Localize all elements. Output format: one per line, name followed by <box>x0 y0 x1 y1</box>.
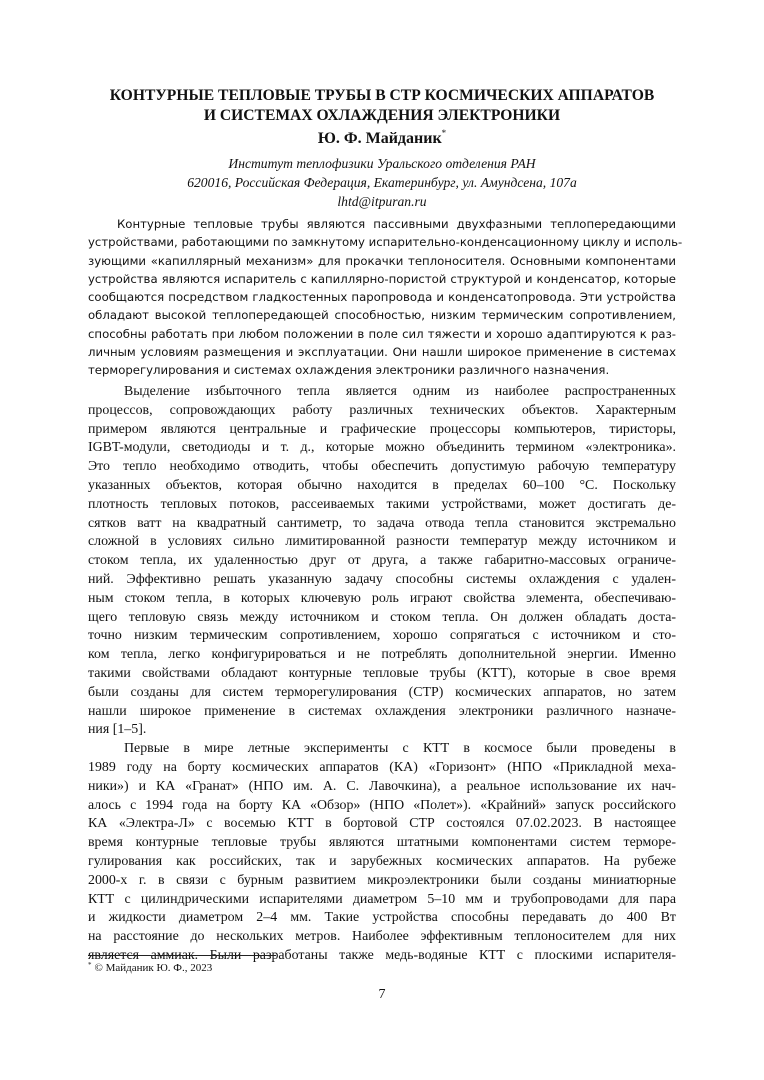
body-line: и жидкости диаметром 2–4 мм. Такие устройства способны передавать до 400 Вт <box>88 910 676 926</box>
footnote <box>88 961 212 975</box>
body-line: ния [1–5]. <box>88 722 147 738</box>
body-line: точно низким термическим сопротивлением, хорошо сопрягаться с источником и сто- <box>88 628 676 644</box>
body-line: является аммиак. Были разработаны также медь-водяные КТТ с плоскими испарителя- <box>88 947 676 963</box>
abstract-line: способны работать при любом положении в поле сил тяжести и хорошо адаптируются к раз- <box>88 326 676 341</box>
body-line: щего тепловую связь между источником и стоком тепла. Он должен обладать доста- <box>88 609 676 625</box>
body-line: ники») и КА «Гранат» (НПО им. А. С. Лавочкина), а реальное использование их нач- <box>88 778 676 794</box>
body-line: Выделение избыточного тепла является одним из наиболее распространенных <box>124 384 676 399</box>
body-line: ний. Эффективно решать указанную задачу способны системы охлаждения с удален- <box>88 571 676 587</box>
body-line: Первые в мире летные эксперименты с КТТ в космосе были проведены в <box>124 741 676 757</box>
body-line: КТТ с цилиндрическими испарителями диаметром 5–10 мм и трубопроводами для пара <box>88 891 676 907</box>
footnote-text: © Майданик Ю. Ф., 2023 <box>94 962 213 974</box>
body-line: плотность тепловых потоков, рассеиваемых такими устройствами, может достигать де- <box>88 496 676 512</box>
body-line: время контурные тепловые трубы являются штатными компонентами систем терморе- <box>88 835 676 851</box>
abstract-line: Контурные тепловые трубы являются пассивными двухфазными теплопередающими <box>117 217 676 231</box>
body-line: примером являются центральные и графические процессоры компьютеров, тиристоры, <box>88 421 676 437</box>
abstract-line: сообщаются посредством гладкостенных паропровода и конденсатопровода. Эти устройства <box>88 290 676 305</box>
body-line: процессов, сопровождающих работу различных технических объектов. Характерным <box>88 402 676 418</box>
title-line-2: И СИСТЕМАХ ОХЛАЖДЕНИЯ ЭЛЕКТРОНИКИ <box>203 107 561 124</box>
footnote-divider <box>88 955 276 956</box>
paper-title <box>60 86 704 126</box>
body-line: гулирования как российских, так и зарубежных космических аппаратов. На рубеже <box>88 853 676 869</box>
abstract-line: устройства являются испаритель с капиллярно-пористой структурой и конденсатор, которые <box>88 271 676 286</box>
body-line: 2000-х г. в связи с бурным развитием микроэлектроники были созданы миниатюрные <box>88 872 676 888</box>
abstract-line: личным условиям размещения и эксплуатации. Они нашли широкое применение в системах <box>88 345 676 360</box>
body-line: IGBT-модули, светодиоды и т. д., которые можно объединить термином «электроника». <box>88 440 676 456</box>
body-line: 1989 году на борту космических аппаратов (КА) «Горизонт» (НПО «Прикладной меха- <box>88 759 676 775</box>
body-line: указанных объектов, которая обычно находится в пределах 60–100 °С. Поскольку <box>88 477 676 493</box>
author-name: Ю. Ф. Майданик <box>317 130 442 147</box>
body-line: КА «Электра-Л» с восемью КТТ в бортовой СТР состоялся 07.02.2023. В настоящее <box>88 816 676 832</box>
body-line: такими свойствами обладают контурные тепловые трубы (КТТ), которые в свое время <box>88 665 676 681</box>
body-line: были созданы для систем терморегулирования (СТР) космических аппаратов, но затем <box>88 684 676 700</box>
abstract <box>88 215 683 380</box>
body-text <box>88 383 676 966</box>
abstract-line: устройствами, работающими по замкнутому испарительно-конденсационному циклу и исполь- <box>88 235 683 250</box>
body-line: нашли широкое применение в системах охлаждения электроники различного назначе- <box>88 703 676 719</box>
footnote-marker: * <box>441 128 447 138</box>
body-line: сятков ватт на квадратный сантиметр, то задача отвода тепла становится экстремально <box>88 515 676 531</box>
institute: Институт теплофизики Уральского отделения РАН <box>228 156 536 171</box>
body-line: на расстояние до нескольких метров. Наиболее эффективным теплоносителем для них <box>88 929 676 945</box>
abstract-line: терморегулирования и системах охлаждения электроники различного назначения. <box>88 363 610 378</box>
body-line: ком тепла, легко конфигурироваться и не потреблять дополнительной энергии. Именно <box>88 647 676 663</box>
email: lhtd@itpuran.ru <box>337 194 427 209</box>
body-line: ным стоком тепла, в которых ключевую роль играют свойства элемента, обеспечиваю- <box>88 590 676 606</box>
body-line: стоком тепла, их удаленностью друг от друга, а также габаритно-массовых ограниче- <box>88 553 676 569</box>
body-line: сложной в условиях сильно лимитированной разности температур между источником и <box>88 534 676 550</box>
page-number: 7 <box>378 987 386 1002</box>
title-line-1: КОНТУРНЫЕ ТЕПЛОВЫЕ ТРУБЫ В СТР КОСМИЧЕСКИХ АППАРАТОВ <box>109 87 655 104</box>
footnote-mark: * <box>88 961 92 969</box>
abstract-line: зующими «капиллярный механизм» для прокачки теплоносителя. Основными компонентами <box>88 253 676 268</box>
abstract-line: обладают высокой теплопередающей способностью, низким термическим сопротивлением, <box>88 308 676 323</box>
body-line: алось с 1994 года на борту КА «Обзор» (НПО «Полет»). «Крайний» запуск российского <box>88 797 676 813</box>
author <box>60 129 704 149</box>
body-line: Это тепло необходимо отводить, чтобы обеспечить допустимую рабочую температуру <box>88 459 676 475</box>
address: 620016, Российская Федерация, Екатеринбург, ул. Амундсена, 107а <box>187 175 577 190</box>
affiliation <box>60 154 704 211</box>
